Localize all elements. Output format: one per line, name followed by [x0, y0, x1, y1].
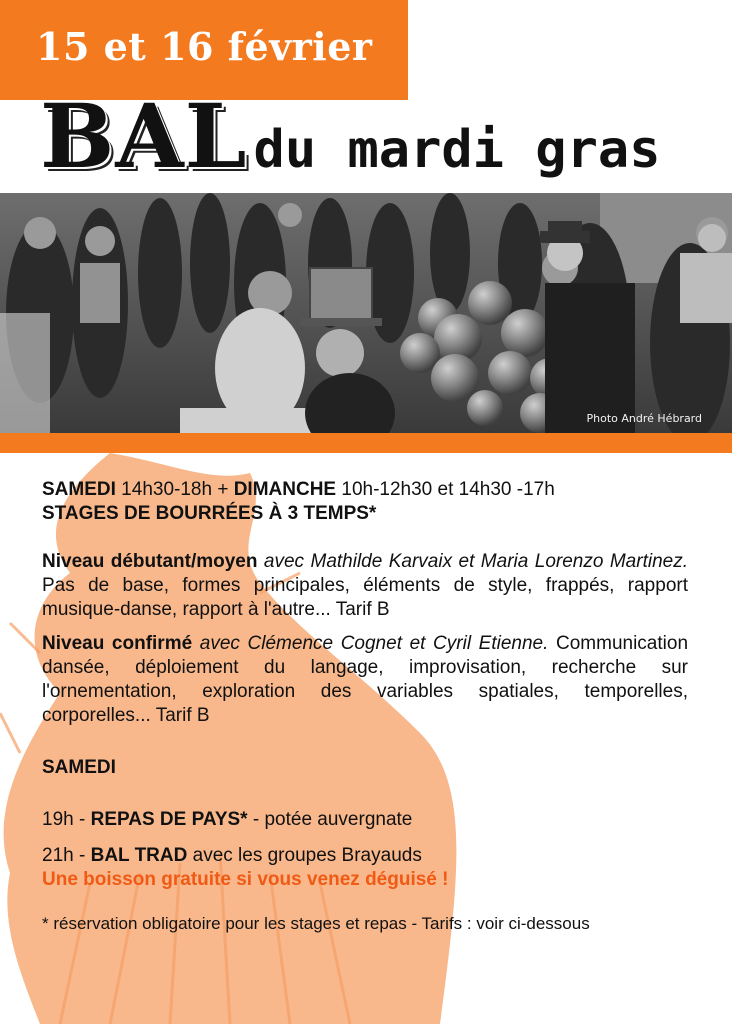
schedule-line [42, 478, 688, 502]
schedule-day-2: DIMANCHE [233, 479, 337, 500]
event-date: 15 et 16 février [36, 24, 373, 69]
event-detail: - potée auvergnate [247, 809, 413, 830]
schedule-day-1: SAMEDI [42, 479, 116, 500]
level-beginner [42, 550, 688, 622]
promo-text: Une boisson gratuite si vous venez déguisé ! [42, 869, 449, 890]
level-name: Niveau confirmé [42, 633, 193, 654]
level-description: Communication dansée, déploiement du langage, improvisation, recherche sur l'ornementation, exploration des variables spatiales, temporelles, corporelles... Tarif B [42, 633, 689, 726]
level-name: Niveau débutant/moyen [42, 551, 258, 572]
dancers-photo-illustration [0, 193, 732, 433]
schedule-day-2-hours: 10h-12h30 et 14h30 -17h [336, 479, 555, 500]
saturday-heading: SAMEDI [42, 757, 116, 778]
event-name: REPAS DE PAYS* [90, 809, 248, 830]
event-photo [0, 193, 732, 433]
event-time: 19h - [42, 809, 91, 830]
stages-title: STAGES DE BOURRÉES À 3 TEMPS* [42, 503, 377, 524]
level-teachers: avec Clémence Cognet et Cyril Etienne. [192, 633, 549, 654]
event-detail: avec les groupes Brayauds [187, 845, 422, 866]
event-title [40, 84, 720, 188]
event-time: 21h - [42, 845, 91, 866]
event-meal [42, 808, 688, 832]
footnote: * réservation obligatoire pour les stages et repas - Tarifs : voir ci-dessous [42, 914, 590, 933]
level-advanced [42, 632, 688, 728]
event-details [42, 478, 688, 936]
title-rest: du mardi gras [253, 120, 661, 180]
schedule-day-1-hours: 14h30-18h + [115, 479, 234, 500]
orange-divider [0, 433, 732, 453]
photo-credit: Photo André Hébrard [586, 412, 702, 425]
level-teachers: avec Mathilde Karvaix et Maria Lorenzo Martinez. [257, 551, 688, 572]
event-name: BAL TRAD [90, 845, 188, 866]
event-ball [42, 844, 688, 868]
title-bal: BAL [40, 84, 248, 188]
level-description: Pas de base, formes principales, éléments de style, frappés, rapport musique-danse, rapport à l'autre... Tarif B [42, 575, 688, 620]
